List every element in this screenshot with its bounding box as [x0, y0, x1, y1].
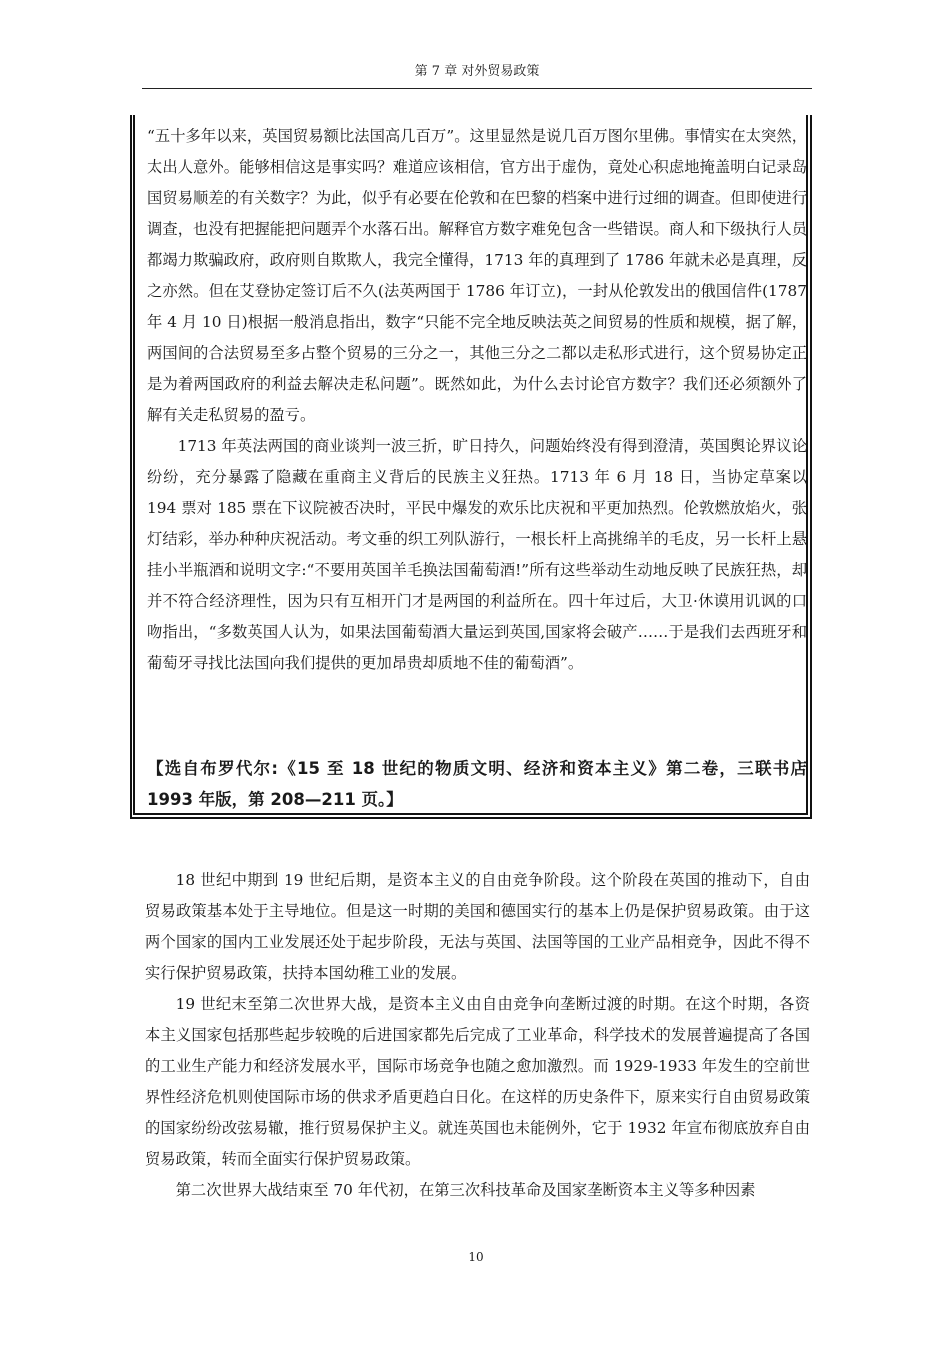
body-text	[145, 865, 810, 1206]
page-number: 10	[468, 1250, 484, 1264]
running-header	[142, 60, 812, 89]
quote-text	[147, 121, 807, 679]
quote-paragraph: “五十多年以来，英国贸易额比法国高几百万”。这里显然是说几百万图尔里佛。事情实在太突然，太出人意外。能够相信这是事实吗？难道应该相信，官方出于虚伪，竟处心积虑地掩盖明白记录岛国贸易顺差的有关数字？为此，似乎有必要在伦敦和在巴黎的档案中进行过细的调查。但即使进行调查，也没有把握能把问题弄个水落石出。解释官方数字难免包含一些错误。商人和下级执行人员都竭力欺骗政府，政府则自欺欺人，我完全懂得，1713 年的真理到了 1786 年就未必是真理，反之亦然。但在艾登协定签订后不久(法英两国于 1786 年订立)，一封从伦敦发出的俄国信件(1787 年 4 月 10 日)根据一般消息指出，数字“只能不完全地反映法英之间贸易的性质和规模，据了解，两国间的合法贸易至多占整个贸易的三分之一，其他三分之二都以走私形式进行，这个贸易协定正是为着两国政府的利益去解决走私问题”。既然如此，为什么去讨论官方数字？我们还必须额外了解有关走私贸易的盈亏。	[147, 127, 807, 424]
body-paragraph: 19 世纪末至第二次世界大战，是资本主义由自由竞争向垄断过渡的时期。在这个时期，各资本主义国家包括那些起步较晚的后进国家都先后完成了工业革命，科学技术的发展普遍提高了各国的工业生产能力和经济发展水平，国际市场竞争也随之愈加激烈。而 1929-1933 年发生的空前世界性经济危机则使国际市场的供求矛盾更趋白日化。在这样的历史条件下，原来实行自由贸易政策的国家纷纷改弦易辙，推行贸易保护主义。就连英国也未能例外，它于 1932 年宣布彻底放弃自由贸易政策，转而全面实行保护贸易政策。	[145, 995, 810, 1168]
body-paragraph: 18 世纪中期到 19 世纪后期，是资本主义的自由竞争阶段。这个阶段在英国的推动下，自由贸易政策基本处于主导地位。但是这一时期的美国和德国实行的基本上仍是保护贸易政策。由于这两个国家的国内工业发展还处于起步阶段，无法与英国、法国等国的工业产品相竞争，因此不得不实行保护贸易政策，扶持本国幼稚工业的发展。	[145, 871, 810, 982]
chapter-title: 第 7 章 对外贸易政策	[414, 64, 540, 79]
quote-box	[130, 115, 812, 819]
body-paragraph: 第二次世界大战结束至 70 年代初，在第三次科技革命及国家垄断资本主义等多种因素	[175, 1181, 756, 1199]
quote-source: 【选自布罗代尔:《15 至 18 世纪的物质文明、经济和资本主义》第二卷，三联书店 1993 年版，第 208—211 页。】	[147, 759, 807, 809]
quote-paragraph: 1713 年英法两国的商业谈判一波三折，旷日持久，问题始终没有得到澄清，英国舆论界议论纷纷，充分暴露了隐藏在重商主义背后的民族主义狂热。1713 年 6 月 18 日，当协定草案以 194 票对 185 票在下议院被否决时，平民中爆发的欢乐比庆祝和平更加热烈。伦敦燃放焰火，张灯结彩，举办种种庆祝活动。考文垂的织工列队游行，一根长杆上高挑绵羊的毛皮，另一长杆上悬挂小半瓶酒和说明文字:“不要用英国羊毛换法国葡萄酒!”所有这些举动生动地反映了民族狂热，却并不符合经济理性，因为只有互相开门才是两国的利益所在。四十年过后，大卫·休谟用讥讽的口吻指出，“多数英国人认为，如果法国葡萄酒大量运到英国,国家将会破产……于是我们去西班牙和葡萄牙寻找比法国向我们提供的更加昂贵却质地不佳的葡萄酒”。	[147, 437, 807, 672]
